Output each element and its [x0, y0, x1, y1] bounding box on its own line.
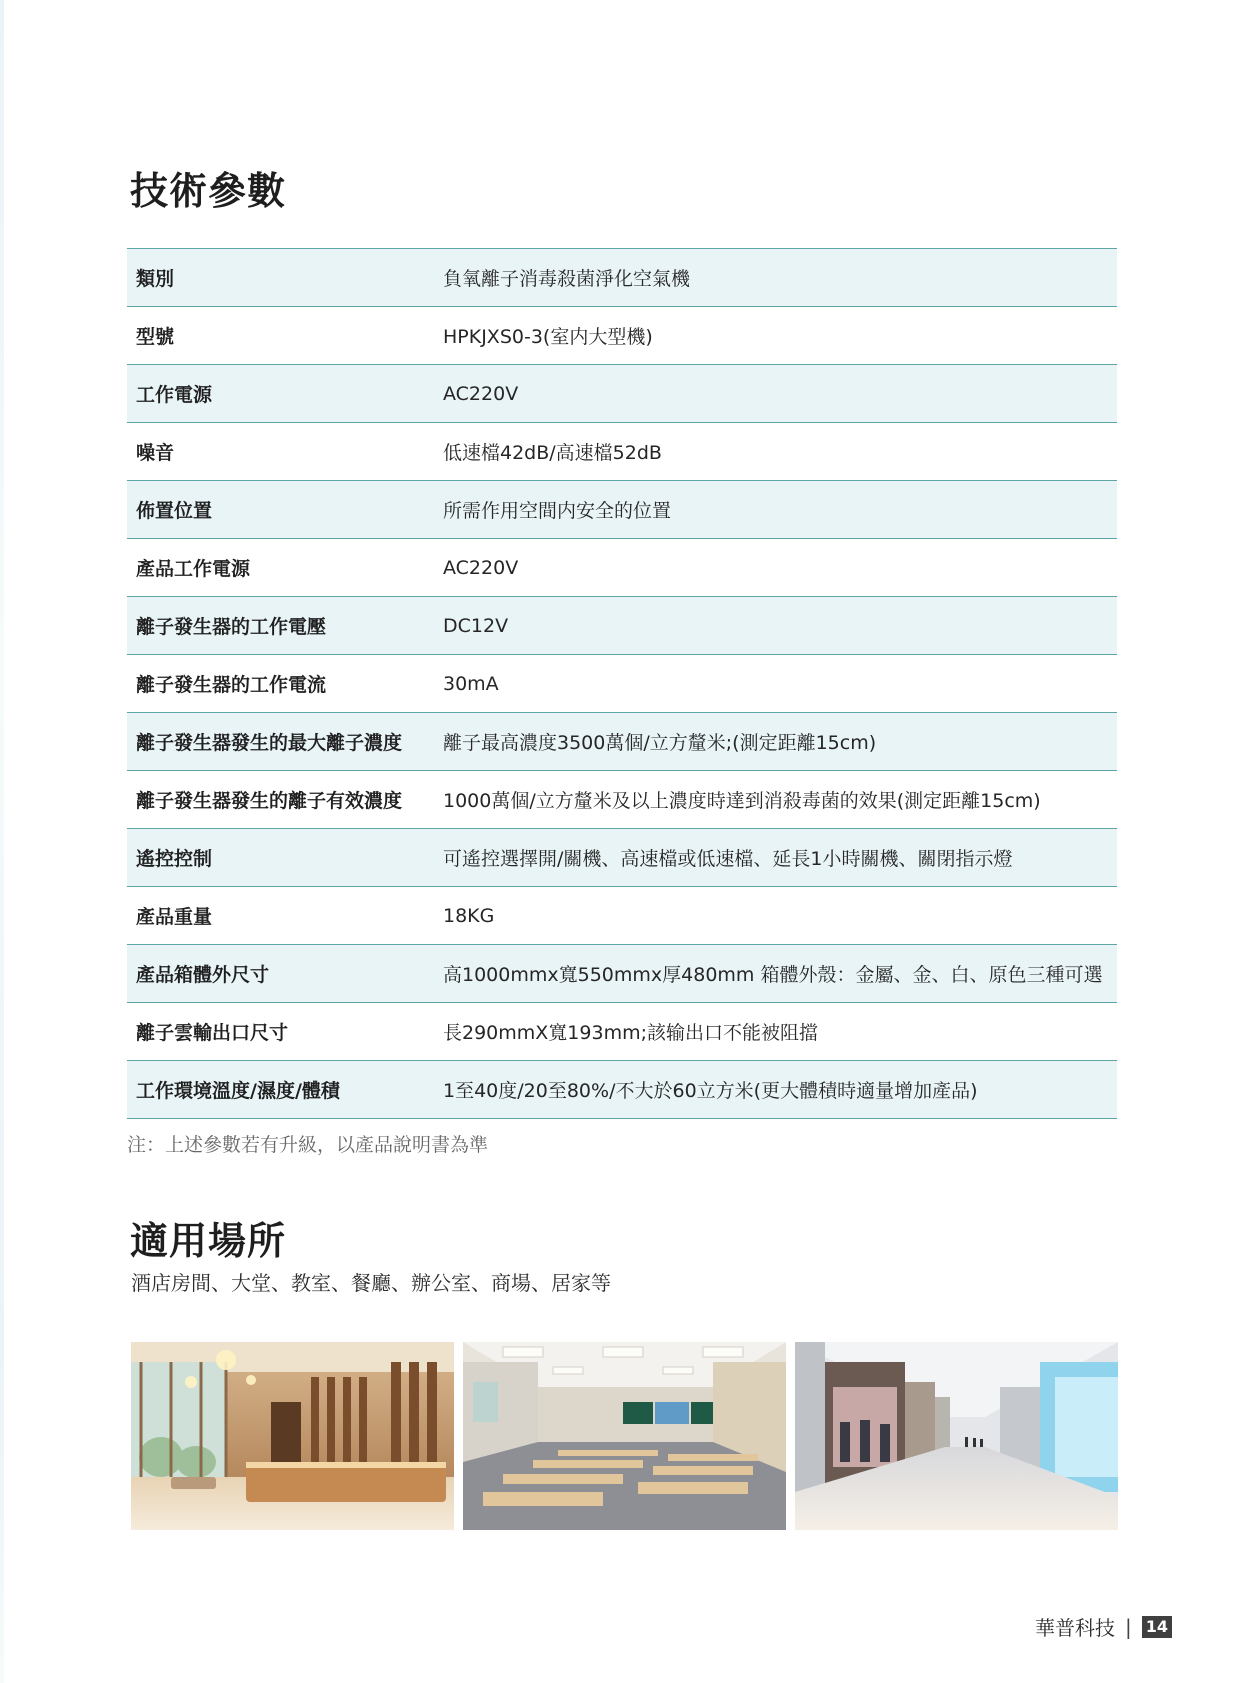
shopping-mall-image: [795, 1342, 1118, 1530]
spec-value: AC220V: [443, 382, 519, 405]
venues-description: 酒店房間、大堂、教室、餐廳、辦公室、商場、居家等: [131, 1271, 611, 1295]
spec-label: 產品箱體外尺寸: [136, 964, 270, 986]
spec-label: 噪音: [136, 442, 175, 464]
spec-row: [127, 655, 1117, 713]
footer-separator: |: [1124, 1614, 1132, 1639]
spec-row: [127, 423, 1117, 481]
spec-value: AC220V: [443, 556, 519, 579]
spec-value: 低速檔42dB/高速檔52dB: [443, 442, 662, 464]
page-edge-strip: [0, 0, 4, 1683]
spec-value: 所需作用空間内安全的位置: [443, 500, 672, 522]
spec-label: 產品重量: [136, 906, 213, 928]
spec-row: [127, 481, 1117, 539]
spec-row: [127, 713, 1117, 771]
spec-value: DC12V: [443, 614, 509, 637]
spec-label: 遙控控制: [136, 848, 213, 870]
spec-value: 高1000mmx寬550mmx厚480mm 箱體外殼：金屬、金、白、原色三種可選: [443, 964, 1103, 986]
spec-value: HPKJXS0-3(室内大型機): [443, 326, 653, 348]
spec-value: 離子最高濃度3500萬個/立方釐米;(測定距離15cm): [443, 732, 877, 754]
classroom-image: [463, 1342, 786, 1530]
spec-value: 可遙控選擇開/關機、高速檔或低速檔、延長1小時關機、關閉指示燈: [443, 848, 1013, 870]
spec-value: 負氧離子消毒殺菌淨化空氣機: [443, 268, 691, 290]
spec-label: 離子雲輸出口尺寸: [136, 1022, 289, 1044]
spec-value: 30mA: [443, 672, 499, 695]
spec-label: 離子發生器發生的離子有效濃度: [136, 790, 403, 812]
hotel-lobby-image: [131, 1342, 454, 1530]
spec-value: 長290mmX寬193mm;該输出口不能被阻擋: [443, 1022, 818, 1044]
venues-title: 適用場所: [130, 1219, 287, 1263]
spec-row: [127, 829, 1117, 887]
spec-label: 佈置位置: [136, 500, 213, 522]
spec-value: 1000萬個/立方釐米及以上濃度時達到消殺毒菌的效果(測定距離15cm): [443, 790, 1041, 812]
spec-table: [127, 248, 1117, 1119]
specs-title: 技術參數: [130, 169, 287, 213]
page-number-badge: 14: [1142, 1616, 1172, 1638]
spec-row: [127, 539, 1117, 597]
page-footer: [1035, 1612, 1172, 1641]
spec-row: [127, 365, 1117, 423]
spec-value: 18KG: [443, 904, 495, 927]
spec-row: [127, 248, 1117, 307]
spec-row: [127, 1061, 1117, 1119]
spec-label: 產品工作電源: [136, 558, 251, 580]
spec-row: [127, 307, 1117, 365]
spec-label: 工作電源: [136, 384, 213, 406]
spec-value: 1至40度/20至80%/不大於60立方米(更大體積時適量增加產品): [443, 1080, 978, 1102]
spec-label: 離子發生器的工作電流: [136, 674, 327, 696]
spec-label: 離子發生器的工作電壓: [136, 616, 327, 638]
spec-label: 工作環境溫度/濕度/體積: [136, 1080, 340, 1102]
spec-row: [127, 945, 1117, 1003]
spec-row: [127, 597, 1117, 655]
footer-brand: 華普科技: [1034, 1616, 1115, 1640]
spec-row: [127, 1003, 1117, 1061]
spec-label: 類別: [136, 268, 175, 290]
spec-note: 注：上述參數若有升級，以產品說明書為準: [127, 1134, 489, 1156]
spec-row: [127, 771, 1117, 829]
spec-label: 型號: [136, 326, 175, 348]
spec-label: 離子發生器發生的最大離子濃度: [136, 732, 403, 754]
spec-row: [127, 887, 1117, 945]
